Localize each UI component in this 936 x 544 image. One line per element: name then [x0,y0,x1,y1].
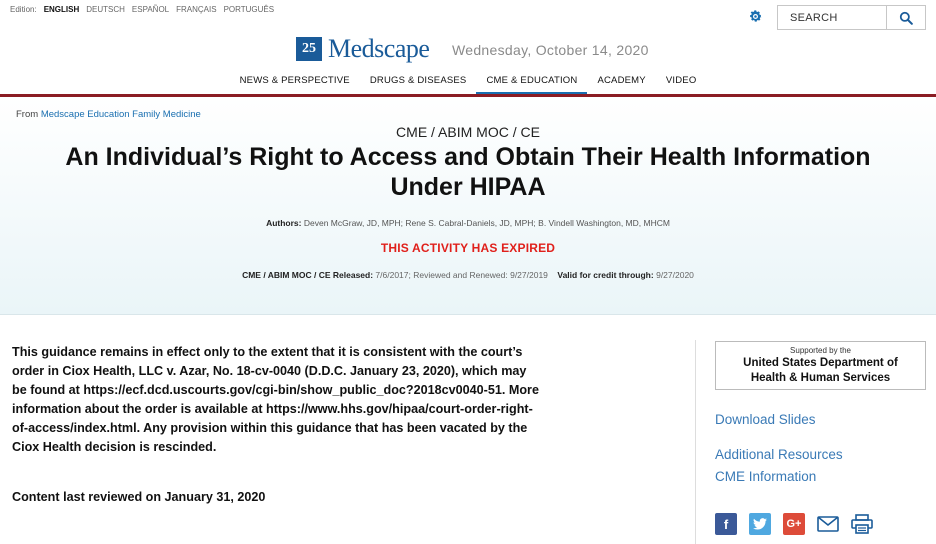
content-reviewed: Content last reviewed on January 31, 2020 [12,490,266,504]
authors-names: Deven McGraw, JD, MPH; Rene S. Cabral-Daniels, JD, MPH; B. Vindell Washington, MD, MHCM [303,218,670,228]
edition-francais[interactable]: FRANÇAIS [176,5,217,14]
logo-name: Medscape [328,34,430,63]
medscape-logo[interactable] [296,36,429,62]
edition-english[interactable]: ENGLISH [43,5,80,14]
title-line-2: Under HIPAA [390,173,546,201]
edition-espanol[interactable]: ESPAÑOL [131,5,170,14]
source-prefix: From [16,109,39,120]
cme-information-link[interactable]: CME Information [715,469,817,484]
search-input[interactable] [778,6,886,29]
download-slides-link[interactable]: Download Slides [715,412,816,427]
released-value: 7/6/2017; Reviewed and Renewed: 9/27/2019 [375,270,548,280]
edition-deutsch[interactable]: DEUTSCH [86,5,125,14]
authors-label: Authors: [266,218,302,228]
page-title [0,142,936,202]
twitter-icon[interactable] [749,513,771,535]
logo-badge: 25 [296,37,322,61]
facebook-icon[interactable]: f [715,513,737,535]
authors-line [0,218,936,228]
nav-video[interactable]: VIDEO [665,75,697,86]
search-button[interactable] [886,6,925,29]
source-link[interactable]: Medscape Education Family Medicine [40,109,201,120]
search-icon [899,11,913,25]
gear-icon[interactable] [747,9,763,25]
nav-academy[interactable]: ACADEMY [597,75,646,86]
valid-value: 9/27/2020 [656,270,694,280]
release-info [0,270,936,280]
title-line-1: An Individual’s Right to Access and Obtain Their Health Information [65,143,871,171]
email-icon[interactable] [817,513,839,535]
valid-label: Valid for credit through: [557,270,654,280]
nav-cme-education[interactable]: CME & EDUCATION [476,72,587,94]
search-box [777,5,926,30]
sponsor-name-line-1: United States Department of [743,357,898,369]
article-header [0,97,936,315]
sidebar-divider [695,340,696,544]
guidance-paragraph: This guidance remains in effect only to the extent that it is consistent with the court’s order in Ciox Health, LLC v. Azar, No. 18-cv-0040 (D.D.C. January 23, 2020), which may be found at https://ecf.dcd.uscourts.gov/cgi-bin/show_public_doc?2018cv0040-51. More information about the order is available at https://www.hhs.gov/hipaa/court-order-right-of-access/index.html. Any provision within this guidance that has been vacated by the Ciox Health decision is rescinded. [12,345,539,454]
sponsor-box [715,341,926,390]
main-nav [0,72,936,94]
edition-label: Edition: [10,5,37,14]
released-label: CME / ABIM MOC / CE Released: [242,270,374,280]
share-bar [715,513,873,535]
nav-drugs-diseases[interactable]: DRUGS & DISEASES [369,75,467,86]
supported-by-label: Supported by the [790,346,851,355]
googleplus-icon[interactable]: G+ [783,513,805,535]
edition-selector [10,5,274,14]
source-line [16,109,201,120]
nav-news-perspective[interactable]: NEWS & PERSPECTIVE [239,75,350,86]
current-date: Wednesday, October 14, 2020 [452,42,649,58]
print-icon[interactable] [851,513,873,535]
additional-resources-link[interactable]: Additional Resources [715,447,843,462]
sponsor-name-line-2: Health & Human Services [750,372,891,384]
activity-category: CME / ABIM MOC / CE [396,124,540,140]
expired-notice: THIS ACTIVITY HAS EXPIRED [380,241,556,255]
edition-portugues[interactable]: PORTUGUÊS [223,5,275,14]
